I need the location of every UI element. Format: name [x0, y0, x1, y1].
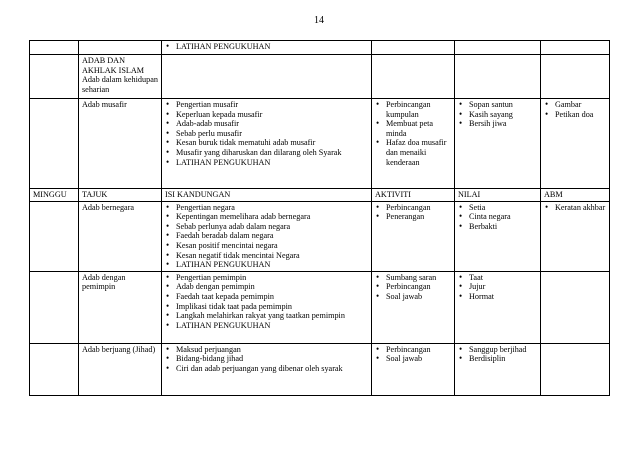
list-item: • Bersih jiwa — [458, 119, 537, 129]
nilai-list — [458, 273, 537, 302]
cell-nilai — [455, 99, 541, 189]
list-item: • LATIHAN PENGUKUHAN — [165, 158, 368, 168]
list-item: • LATIHAN PENGUKUHAN — [165, 321, 368, 331]
list-item: • Faedah taat kepada pemimpin — [165, 292, 368, 302]
table-row — [30, 99, 610, 189]
isi-list — [165, 273, 368, 331]
list-item: • Keperluan kepada musafir — [165, 110, 368, 120]
list-item: • Ciri dan adab perjuangan yang dibenar oleh syarak — [165, 364, 368, 374]
list-item: • Sanggup berjihad — [458, 345, 537, 355]
cell-nilai — [455, 343, 541, 395]
list-item: • Setia — [458, 203, 537, 213]
table-row — [30, 41, 610, 55]
list-item: • Perbincangan — [375, 282, 451, 292]
table-row — [30, 55, 610, 99]
aktiviti-list — [375, 100, 451, 167]
list-item: • Pengertian pemimpin — [165, 273, 368, 283]
cell-tajuk — [79, 41, 162, 55]
cell-isi — [162, 41, 372, 55]
list-item: • Taat — [458, 273, 537, 283]
list-item: • Implikasi tidak taat pada pemimpin — [165, 302, 368, 312]
isi-list — [165, 203, 368, 270]
table-row — [30, 201, 610, 271]
list-item: • Perbincangan — [375, 203, 451, 213]
header-isi-kandungan: ISI KANDUNGAN — [162, 189, 372, 202]
list-item: • Adab dengan pemimpin — [165, 282, 368, 292]
page-number: 14 — [314, 15, 324, 26]
list-item: • Soal jawab — [375, 292, 451, 302]
cell-nilai — [455, 271, 541, 343]
cell-minggu — [30, 99, 79, 189]
header-nilai: NILAI — [455, 189, 541, 202]
list-item: • Jujur — [458, 282, 537, 292]
cell-abm — [541, 343, 610, 395]
cell-aktiviti — [372, 41, 455, 55]
list-item: • Petikan doa — [544, 110, 606, 120]
list-item: • Pengertian musafir — [165, 100, 368, 110]
list-item: • Musafir yang diharuskan dan dilarang oleh Syarak — [165, 148, 368, 158]
list-item: • Hafaz doa musafir dan menaiki kenderaan — [375, 138, 451, 167]
cell-aktiviti — [372, 343, 455, 395]
table-header-row — [30, 189, 610, 202]
header-aktiviti: AKTIVITI — [372, 189, 455, 202]
list-item: • Membuat peta minda — [375, 119, 451, 138]
list-item: • Kepentingan memelihara adab bernegara — [165, 212, 368, 222]
cell-nilai — [455, 55, 541, 99]
aktiviti-list — [375, 345, 451, 364]
list-item: • Kesan negatif tidak mencintai Negara — [165, 251, 368, 261]
list-item: • Perbincangan kumpulan — [375, 100, 451, 119]
list-item: • Kesan buruk tidak mematuhi adab musafir — [165, 138, 368, 148]
header-abm: ABM — [541, 189, 610, 202]
cell-nilai — [455, 201, 541, 271]
cell-isi — [162, 201, 372, 271]
list-item: • Hormat — [458, 292, 537, 302]
cell-minggu — [30, 55, 79, 99]
cell-aktiviti — [372, 55, 455, 99]
list-item: • LATIHAN PENGUKUHAN — [165, 260, 368, 270]
isi-list — [165, 345, 368, 374]
list-item: • LATIHAN PENGUKUHAN — [165, 42, 368, 52]
list-item: • Sebab perlunya adab dalam negara — [165, 222, 368, 232]
cell-aktiviti — [372, 271, 455, 343]
cell-minggu — [30, 41, 79, 55]
cell-isi — [162, 271, 372, 343]
list-item: • Sopan santun — [458, 100, 537, 110]
list-item: • Sebab perlu musafir — [165, 129, 368, 139]
list-item: • Berdisiplin — [458, 354, 537, 364]
cell-tajuk: Adab dengan pemimpin — [79, 271, 162, 343]
abm-list — [544, 100, 606, 119]
list-item: • Sumbang saran — [375, 273, 451, 283]
cell-aktiviti — [372, 99, 455, 189]
abm-list — [544, 203, 606, 213]
cell-abm — [541, 271, 610, 343]
list-item: • Adab-adab musafir — [165, 119, 368, 129]
list-item: • Gambar — [544, 100, 606, 110]
list-item: • Keratan akhbar — [544, 203, 606, 213]
list-item: • Kasih sayang — [458, 110, 537, 120]
cell-tajuk: Adab bernegara — [79, 201, 162, 271]
nilai-list — [458, 203, 537, 232]
isi-list — [165, 42, 368, 52]
cell-abm — [541, 201, 610, 271]
list-item: • Bidang-bidang jihad — [165, 354, 368, 364]
nilai-list — [458, 100, 537, 129]
nilai-list — [458, 345, 537, 364]
cell-minggu — [30, 271, 79, 343]
list-item: • Pengertian negara — [165, 203, 368, 213]
list-item: • Soal jawab — [375, 354, 451, 364]
cell-isi — [162, 343, 372, 395]
isi-list — [165, 100, 368, 167]
list-item: • Langkah melahirkan rakyat yang taatkan pemimpin — [165, 311, 368, 321]
aktiviti-list — [375, 273, 451, 302]
cell-aktiviti — [372, 201, 455, 271]
list-item: • Berbakti — [458, 222, 537, 232]
cell-abm — [541, 41, 610, 55]
cell-tajuk: Adab musafir — [79, 99, 162, 189]
cell-abm — [541, 55, 610, 99]
cell-abm — [541, 99, 610, 189]
cell-minggu — [30, 343, 79, 395]
cell-minggu — [30, 201, 79, 271]
table-row — [30, 271, 610, 343]
list-item: • Cinta negara — [458, 212, 537, 222]
list-item: • Maksud perjuangan — [165, 345, 368, 355]
list-item: • Perbincangan — [375, 345, 451, 355]
cell-tajuk: ADAB DAN AKHLAK ISLAM Adab dalam kehidupan seharian — [79, 55, 162, 99]
header-minggu: MINGGU — [30, 189, 79, 202]
header-tajuk: TAJUK — [79, 189, 162, 202]
list-item: • Penerangan — [375, 212, 451, 222]
cell-isi — [162, 55, 372, 99]
list-item: • Faedah beradab dalam negara — [165, 231, 368, 241]
table-row — [30, 343, 610, 395]
cell-nilai — [455, 41, 541, 55]
cell-tajuk: Adab berjuang (Jihad) — [79, 343, 162, 395]
cell-isi — [162, 99, 372, 189]
aktiviti-list — [375, 203, 451, 222]
list-item: • Kesan positif mencintai negara — [165, 241, 368, 251]
lesson-plan-table — [29, 40, 610, 396]
